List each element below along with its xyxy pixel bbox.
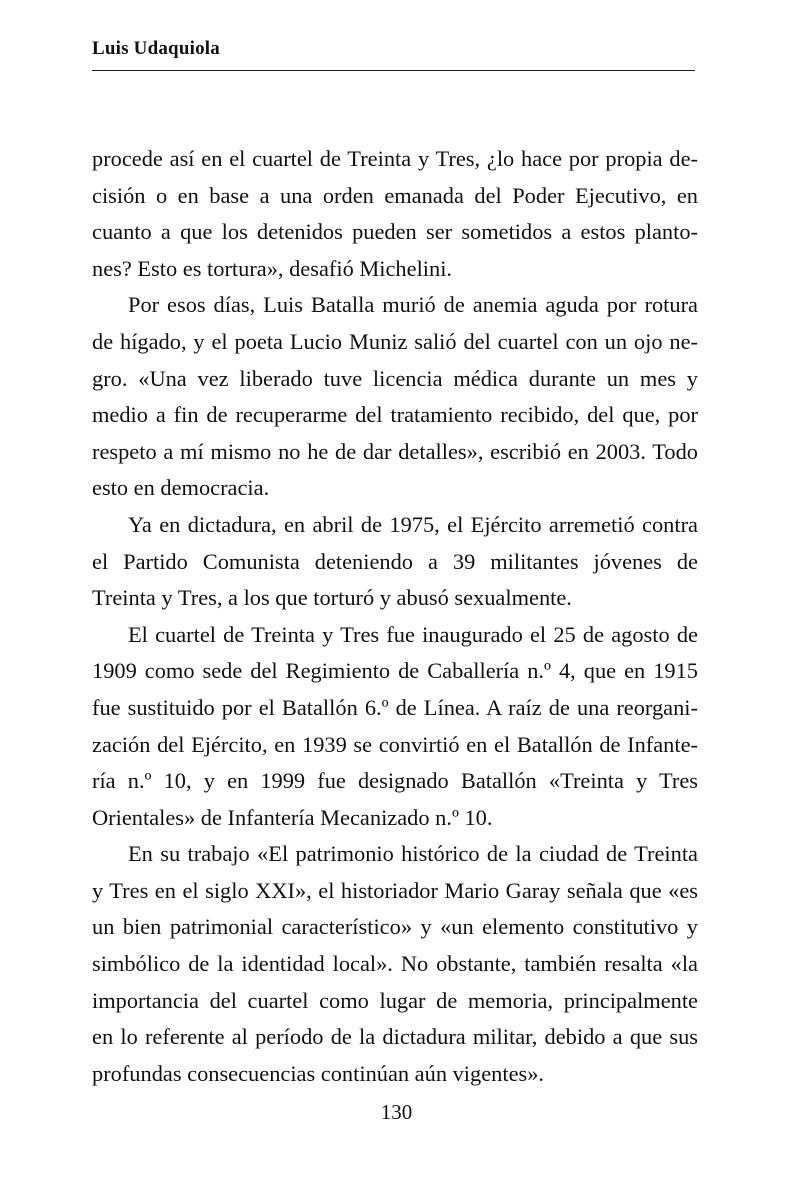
paragraph (92, 507, 698, 617)
header-rule (92, 70, 695, 71)
page-number: 130 (380, 1100, 413, 1124)
text-line: Por esos días, Luis Batalla murió de anemia aguda por rotura (128, 292, 698, 318)
text-line: zación del Ejército, en 1939 se convirtió en el Batallón de Infante- (92, 731, 698, 757)
text-line: fue sustituido por el Batallón 6.º de Línea. A raíz de una reorgani- (92, 694, 698, 720)
text-line: Ya en dictadura, en abril de 1975, el Ejército arremetió contra (128, 511, 698, 537)
text-line: procede así en el cuartel de Treinta y Tres, ¿lo hace por propia de- (92, 146, 698, 171)
paragraph (92, 141, 698, 287)
text-line: y Tres en el siglo XXI», el historiador Mario Garay señala que «es (92, 877, 698, 903)
text-line: Orientales» de Infantería Mecanizado n.º 10. (92, 804, 493, 830)
text-line: cisión o en base a una orden emanada del Poder Ejecutivo, en (92, 182, 698, 208)
body-text (92, 141, 698, 1092)
text-line: un bien patrimonial característico» y «un elemento constitutivo y (92, 914, 698, 940)
text-line: en lo referente al período de la dictadura militar, debido a que sus (92, 1024, 698, 1050)
text-line: 1909 como sede del Regimiento de Caballería n.º 4, que en 1915 (92, 658, 698, 684)
text-line: medio a fin de recuperarme del tratamiento recibido, del que, por (92, 402, 698, 428)
text-line: simbólico de la identidad local». No obstante, también resalta «la (92, 951, 698, 977)
paragraph (92, 617, 698, 837)
text-line: el Partido Comunista deteniendo a 39 militantes jóvenes de (92, 548, 698, 574)
text-line: nes? Esto es tortura», desafió Michelini. (92, 255, 453, 281)
paragraph (92, 836, 698, 1092)
text-line: cuanto a que los detenidos pueden ser sometidos a estos planto- (92, 219, 698, 245)
running-header-author: Luis Udaquiola (92, 38, 220, 59)
text-line: respeto a mí mismo no he de dar detalles», escribió en 2003. Todo (92, 438, 698, 464)
text-line: de hígado, y el poeta Lucio Muniz salió del cuartel con un ojo ne- (92, 328, 698, 354)
text-line: En su trabajo «El patrimonio histórico de la ciudad de Treinta (128, 841, 698, 867)
text-line: importancia del cuartel como lugar de memoria, principalmente (92, 987, 698, 1013)
text-line: profundas consecuencias continúan aún vigentes». (92, 1060, 545, 1086)
text-line: gro. «Una vez liberado tuve licencia médica durante un mes y (92, 365, 698, 391)
text-line: esto en democracia. (92, 475, 270, 501)
text-line: Treinta y Tres, a los que torturó y abusó sexualmente. (92, 585, 572, 611)
text-line: El cuartel de Treinta y Tres fue inaugurado el 25 de agosto de (128, 621, 698, 647)
text-line: ría n.º 10, y en 1999 fue designado Batallón «Treinta y Tres (92, 768, 698, 794)
paragraph (92, 287, 698, 507)
